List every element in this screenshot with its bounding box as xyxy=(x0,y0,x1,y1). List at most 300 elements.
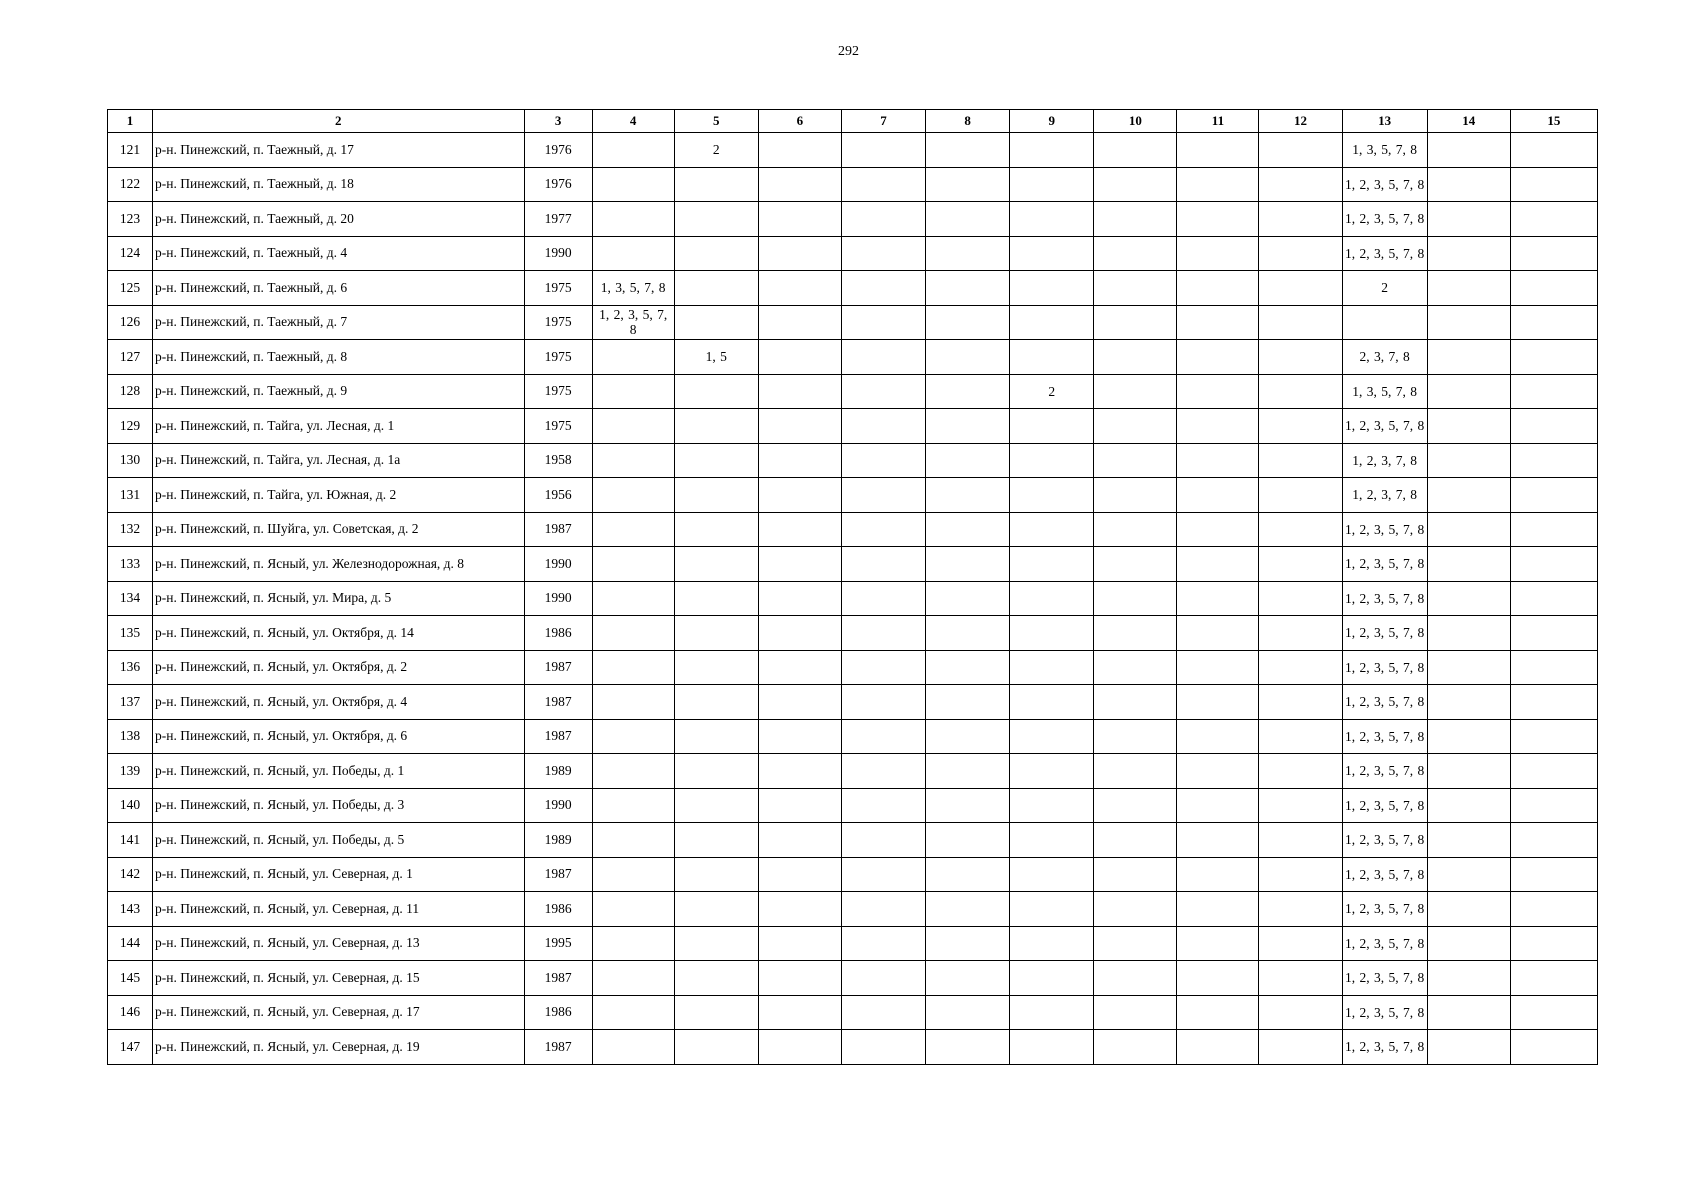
table-cell-col-8 xyxy=(926,650,1010,685)
table-cell-col-5: 1, 5 xyxy=(674,340,758,375)
table-cell-col-7 xyxy=(841,719,925,754)
table-cell-col-13 xyxy=(1342,305,1427,340)
table-cell-col-4: 1, 2, 3, 5, 7, 8 xyxy=(592,305,674,340)
table-cell-col-1: 137 xyxy=(108,685,153,720)
table-cell-col-10 xyxy=(1094,788,1177,823)
table-cell-col-7 xyxy=(841,167,925,202)
column-header-5: 5 xyxy=(674,110,758,133)
table-cell-col-5 xyxy=(674,926,758,961)
table-cell-col-4 xyxy=(592,167,674,202)
table-cell-col-3: 1987 xyxy=(524,961,592,996)
table-cell-col-3: 1975 xyxy=(524,409,592,444)
table-cell-col-7 xyxy=(841,650,925,685)
table-cell-col-2: р-н. Пинежский, п. Шуйга, ул. Советская, д. 2 xyxy=(153,512,524,547)
column-header-8: 8 xyxy=(926,110,1010,133)
table-cell-col-3: 1956 xyxy=(524,478,592,513)
table-cell-col-7 xyxy=(841,547,925,582)
table-cell-col-15 xyxy=(1510,650,1597,685)
table-cell-col-1: 144 xyxy=(108,926,153,961)
table-cell-col-6 xyxy=(758,995,841,1030)
table-cell-col-5 xyxy=(674,823,758,858)
table-cell-col-1: 131 xyxy=(108,478,153,513)
table-cell-col-13: 1, 2, 3, 5, 7, 8 xyxy=(1342,512,1427,547)
table-cell-col-8 xyxy=(926,202,1010,237)
table-cell-col-15 xyxy=(1510,167,1597,202)
table-cell-col-11 xyxy=(1177,650,1259,685)
table-cell-col-13: 1, 2, 3, 5, 7, 8 xyxy=(1342,995,1427,1030)
table-row xyxy=(108,409,1598,444)
table-cell-col-11 xyxy=(1177,443,1259,478)
table-cell-col-9 xyxy=(1010,685,1094,720)
table-cell-col-12 xyxy=(1259,512,1342,547)
table-cell-col-3: 1990 xyxy=(524,788,592,823)
table-row xyxy=(108,236,1598,271)
table-cell-col-11 xyxy=(1177,1030,1259,1065)
table-cell-col-12 xyxy=(1259,685,1342,720)
table-cell-col-15 xyxy=(1510,685,1597,720)
table-row xyxy=(108,892,1598,927)
table-cell-col-6 xyxy=(758,547,841,582)
column-header-11: 11 xyxy=(1177,110,1259,133)
table-cell-col-14 xyxy=(1427,271,1510,306)
table-cell-col-10 xyxy=(1094,823,1177,858)
table-row xyxy=(108,443,1598,478)
table-cell-col-3: 1986 xyxy=(524,892,592,927)
column-header-3: 3 xyxy=(524,110,592,133)
table-header xyxy=(108,110,1598,133)
table-cell-col-7 xyxy=(841,236,925,271)
table-cell-col-11 xyxy=(1177,892,1259,927)
table-cell-col-5: 2 xyxy=(674,133,758,168)
table-cell-col-7 xyxy=(841,685,925,720)
table-cell-col-4 xyxy=(592,478,674,513)
table-cell-col-4 xyxy=(592,616,674,651)
table-cell-col-1: 140 xyxy=(108,788,153,823)
table-cell-col-9 xyxy=(1010,305,1094,340)
table-cell-col-8 xyxy=(926,271,1010,306)
table-cell-col-15 xyxy=(1510,478,1597,513)
table-cell-col-10 xyxy=(1094,581,1177,616)
table-cell-col-6 xyxy=(758,685,841,720)
table-row xyxy=(108,133,1598,168)
table-cell-col-15 xyxy=(1510,236,1597,271)
table-cell-col-13: 1, 2, 3, 5, 7, 8 xyxy=(1342,236,1427,271)
table-cell-col-13: 1, 2, 3, 5, 7, 8 xyxy=(1342,650,1427,685)
table-cell-col-9 xyxy=(1010,823,1094,858)
table-cell-col-11 xyxy=(1177,788,1259,823)
table-cell-col-4 xyxy=(592,892,674,927)
table-cell-col-7 xyxy=(841,892,925,927)
table-cell-col-2: р-н. Пинежский, п. Таежный, д. 17 xyxy=(153,133,524,168)
table-cell-col-6 xyxy=(758,719,841,754)
table-cell-col-1: 121 xyxy=(108,133,153,168)
table-cell-col-7 xyxy=(841,857,925,892)
column-header-14: 14 xyxy=(1427,110,1510,133)
table-cell-col-13: 1, 3, 5, 7, 8 xyxy=(1342,133,1427,168)
table-cell-col-4 xyxy=(592,581,674,616)
table-cell-col-14 xyxy=(1427,961,1510,996)
table-cell-col-2: р-н. Пинежский, п. Ясный, ул. Железнодорожная, д. 8 xyxy=(153,547,524,582)
table-cell-col-3: 1990 xyxy=(524,236,592,271)
table-cell-col-10 xyxy=(1094,512,1177,547)
table-body xyxy=(108,133,1598,1065)
table-cell-col-5 xyxy=(674,305,758,340)
table-row xyxy=(108,581,1598,616)
table-cell-col-6 xyxy=(758,271,841,306)
table-cell-col-1: 123 xyxy=(108,202,153,237)
page-number: 292 xyxy=(838,44,859,59)
table-cell-col-2: р-н. Пинежский, п. Ясный, ул. Северная, д. 11 xyxy=(153,892,524,927)
table-cell-col-12 xyxy=(1259,823,1342,858)
table-cell-col-12 xyxy=(1259,1030,1342,1065)
table-cell-col-1: 124 xyxy=(108,236,153,271)
table-cell-col-7 xyxy=(841,409,925,444)
table-cell-col-2: р-н. Пинежский, п. Тайга, ул. Южная, д. 2 xyxy=(153,478,524,513)
table-cell-col-13: 1, 2, 3, 5, 7, 8 xyxy=(1342,823,1427,858)
table-cell-col-14 xyxy=(1427,788,1510,823)
table-cell-col-13: 1, 2, 3, 5, 7, 8 xyxy=(1342,409,1427,444)
table-cell-col-11 xyxy=(1177,133,1259,168)
table-cell-col-4 xyxy=(592,650,674,685)
column-header-10: 10 xyxy=(1094,110,1177,133)
table-cell-col-15 xyxy=(1510,374,1597,409)
table-cell-col-14 xyxy=(1427,409,1510,444)
table-cell-col-12 xyxy=(1259,926,1342,961)
table-cell-col-2: р-н. Пинежский, п. Ясный, ул. Октября, д. 2 xyxy=(153,650,524,685)
table-cell-col-10 xyxy=(1094,167,1177,202)
table-cell-col-1: 147 xyxy=(108,1030,153,1065)
table-cell-col-14 xyxy=(1427,823,1510,858)
table-cell-col-8 xyxy=(926,443,1010,478)
column-header-7: 7 xyxy=(841,110,925,133)
table-cell-col-11 xyxy=(1177,581,1259,616)
table-cell-col-12 xyxy=(1259,892,1342,927)
table-cell-col-1: 128 xyxy=(108,374,153,409)
table-cell-col-2: р-н. Пинежский, п. Таежный, д. 7 xyxy=(153,305,524,340)
table-cell-col-10 xyxy=(1094,719,1177,754)
table-cell-col-11 xyxy=(1177,961,1259,996)
table-cell-col-14 xyxy=(1427,478,1510,513)
table-cell-col-14 xyxy=(1427,857,1510,892)
table-cell-col-15 xyxy=(1510,961,1597,996)
table-cell-col-7 xyxy=(841,823,925,858)
column-header-13: 13 xyxy=(1342,110,1427,133)
table-cell-col-8 xyxy=(926,133,1010,168)
table-cell-col-4 xyxy=(592,719,674,754)
table-cell-col-7 xyxy=(841,754,925,789)
table-cell-col-12 xyxy=(1259,202,1342,237)
table-cell-col-6 xyxy=(758,616,841,651)
table-row xyxy=(108,685,1598,720)
table-cell-col-14 xyxy=(1427,374,1510,409)
table-row xyxy=(108,616,1598,651)
table-cell-col-12 xyxy=(1259,754,1342,789)
table-cell-col-10 xyxy=(1094,271,1177,306)
table-cell-col-4 xyxy=(592,512,674,547)
table-cell-col-2: р-н. Пинежский, п. Таежный, д. 20 xyxy=(153,202,524,237)
table-cell-col-9 xyxy=(1010,133,1094,168)
table-cell-col-10 xyxy=(1094,754,1177,789)
table-cell-col-12 xyxy=(1259,547,1342,582)
table-cell-col-1: 134 xyxy=(108,581,153,616)
table-cell-col-10 xyxy=(1094,236,1177,271)
table-cell-col-6 xyxy=(758,754,841,789)
table-cell-col-12 xyxy=(1259,305,1342,340)
table-cell-col-10 xyxy=(1094,926,1177,961)
table-cell-col-5 xyxy=(674,995,758,1030)
table-cell-col-14 xyxy=(1427,754,1510,789)
table-cell-col-4 xyxy=(592,409,674,444)
column-header-6: 6 xyxy=(758,110,841,133)
table-cell-col-2: р-н. Пинежский, п. Ясный, ул. Победы, д. 3 xyxy=(153,788,524,823)
table-row xyxy=(108,926,1598,961)
table-cell-col-9 xyxy=(1010,754,1094,789)
table-cell-col-12 xyxy=(1259,581,1342,616)
table-cell-col-8 xyxy=(926,995,1010,1030)
table-cell-col-6 xyxy=(758,892,841,927)
table-cell-col-13: 1, 2, 3, 5, 7, 8 xyxy=(1342,202,1427,237)
table-cell-col-3: 1958 xyxy=(524,443,592,478)
table-cell-col-15 xyxy=(1510,271,1597,306)
table-cell-col-8 xyxy=(926,167,1010,202)
table-cell-col-2: р-н. Пинежский, п. Таежный, д. 6 xyxy=(153,271,524,306)
table-cell-col-3: 1986 xyxy=(524,995,592,1030)
table-cell-col-8 xyxy=(926,305,1010,340)
table-cell-col-2: р-н. Пинежский, п. Ясный, ул. Северная, д. 17 xyxy=(153,995,524,1030)
table-cell-col-10 xyxy=(1094,616,1177,651)
table-cell-col-8 xyxy=(926,823,1010,858)
table-cell-col-1: 139 xyxy=(108,754,153,789)
table-cell-col-13: 1, 2, 3, 5, 7, 8 xyxy=(1342,167,1427,202)
table-cell-col-12 xyxy=(1259,995,1342,1030)
table-row xyxy=(108,995,1598,1030)
table-cell-col-15 xyxy=(1510,926,1597,961)
table-cell-col-2: р-н. Пинежский, п. Тайга, ул. Лесная, д. 1 xyxy=(153,409,524,444)
table-cell-col-15 xyxy=(1510,581,1597,616)
table-cell-col-14 xyxy=(1427,547,1510,582)
table-cell-col-12 xyxy=(1259,961,1342,996)
table-cell-col-4 xyxy=(592,926,674,961)
table-cell-col-3: 1987 xyxy=(524,857,592,892)
table-cell-col-7 xyxy=(841,961,925,996)
table-cell-col-9 xyxy=(1010,995,1094,1030)
table-cell-col-14 xyxy=(1427,236,1510,271)
table-cell-col-10 xyxy=(1094,340,1177,375)
table-cell-col-9 xyxy=(1010,271,1094,306)
table-cell-col-7 xyxy=(841,443,925,478)
table-cell-col-6 xyxy=(758,236,841,271)
table-cell-col-15 xyxy=(1510,788,1597,823)
table-cell-col-10 xyxy=(1094,409,1177,444)
table-cell-col-14 xyxy=(1427,926,1510,961)
table-cell-col-6 xyxy=(758,409,841,444)
table-cell-col-6 xyxy=(758,443,841,478)
table-cell-col-9 xyxy=(1010,478,1094,513)
table-cell-col-8 xyxy=(926,478,1010,513)
table-cell-col-5 xyxy=(674,892,758,927)
table-cell-col-9: 2 xyxy=(1010,374,1094,409)
table-cell-col-14 xyxy=(1427,340,1510,375)
table-cell-col-6 xyxy=(758,823,841,858)
table-cell-col-12 xyxy=(1259,478,1342,513)
table-cell-col-1: 143 xyxy=(108,892,153,927)
table-cell-col-3: 1987 xyxy=(524,719,592,754)
table-cell-col-1: 132 xyxy=(108,512,153,547)
table-cell-col-12 xyxy=(1259,340,1342,375)
table-cell-col-15 xyxy=(1510,202,1597,237)
table-cell-col-12 xyxy=(1259,374,1342,409)
table-cell-col-14 xyxy=(1427,650,1510,685)
table-cell-col-9 xyxy=(1010,961,1094,996)
table-cell-col-11 xyxy=(1177,995,1259,1030)
table-cell-col-3: 1975 xyxy=(524,374,592,409)
table-cell-col-11 xyxy=(1177,374,1259,409)
table-cell-col-12 xyxy=(1259,133,1342,168)
table-cell-col-5 xyxy=(674,581,758,616)
table-cell-col-15 xyxy=(1510,995,1597,1030)
table-cell-col-13: 1, 2, 3, 5, 7, 8 xyxy=(1342,926,1427,961)
table-cell-col-3: 1976 xyxy=(524,167,592,202)
table-cell-col-12 xyxy=(1259,857,1342,892)
table-cell-col-12 xyxy=(1259,271,1342,306)
table-cell-col-13: 1, 2, 3, 5, 7, 8 xyxy=(1342,685,1427,720)
table-cell-col-4 xyxy=(592,961,674,996)
table-cell-col-4 xyxy=(592,547,674,582)
table-cell-col-11 xyxy=(1177,512,1259,547)
table-cell-col-4 xyxy=(592,685,674,720)
table-cell-col-5 xyxy=(674,547,758,582)
table-cell-col-2: р-н. Пинежский, п. Таежный, д. 18 xyxy=(153,167,524,202)
table-cell-col-2: р-н. Пинежский, п. Ясный, ул. Северная, д. 13 xyxy=(153,926,524,961)
table-cell-col-5 xyxy=(674,409,758,444)
table-cell-col-6 xyxy=(758,202,841,237)
table-cell-col-14 xyxy=(1427,443,1510,478)
table-cell-col-4 xyxy=(592,133,674,168)
table-cell-col-9 xyxy=(1010,857,1094,892)
table-cell-col-3: 1987 xyxy=(524,1030,592,1065)
table-row xyxy=(108,202,1598,237)
table-cell-col-5 xyxy=(674,650,758,685)
table-cell-col-6 xyxy=(758,478,841,513)
table-cell-col-14 xyxy=(1427,892,1510,927)
table-cell-col-3: 1989 xyxy=(524,823,592,858)
table-cell-col-9 xyxy=(1010,340,1094,375)
table-cell-col-8 xyxy=(926,719,1010,754)
table-cell-col-9 xyxy=(1010,236,1094,271)
table-cell-col-4 xyxy=(592,788,674,823)
table-cell-col-13: 1, 2, 3, 7, 8 xyxy=(1342,478,1427,513)
table-cell-col-3: 1976 xyxy=(524,133,592,168)
table-cell-col-2: р-н. Пинежский, п. Ясный, ул. Северная, д. 19 xyxy=(153,1030,524,1065)
table-cell-col-15 xyxy=(1510,1030,1597,1065)
register-table xyxy=(107,109,1598,1065)
table-cell-col-14 xyxy=(1427,305,1510,340)
table-cell-col-6 xyxy=(758,1030,841,1065)
table-cell-col-5 xyxy=(674,616,758,651)
table-cell-col-3: 1995 xyxy=(524,926,592,961)
table-row xyxy=(108,754,1598,789)
table-cell-col-13: 1, 2, 3, 5, 7, 8 xyxy=(1342,754,1427,789)
table-cell-col-14 xyxy=(1427,512,1510,547)
column-header-2: 2 xyxy=(153,110,524,133)
table-cell-col-7 xyxy=(841,926,925,961)
table-cell-col-3: 1990 xyxy=(524,581,592,616)
table-cell-col-5 xyxy=(674,202,758,237)
table-cell-col-8 xyxy=(926,374,1010,409)
table-cell-col-10 xyxy=(1094,374,1177,409)
table-cell-col-14 xyxy=(1427,685,1510,720)
table-cell-col-10 xyxy=(1094,547,1177,582)
table-cell-col-15 xyxy=(1510,305,1597,340)
table-cell-col-9 xyxy=(1010,512,1094,547)
table-cell-col-9 xyxy=(1010,167,1094,202)
table-cell-col-11 xyxy=(1177,719,1259,754)
table-cell-col-6 xyxy=(758,926,841,961)
table-cell-col-3: 1987 xyxy=(524,650,592,685)
table-cell-col-6 xyxy=(758,650,841,685)
table-row xyxy=(108,719,1598,754)
table-cell-col-7 xyxy=(841,512,925,547)
table-cell-col-5 xyxy=(674,478,758,513)
table-cell-col-6 xyxy=(758,133,841,168)
table-cell-col-2: р-н. Пинежский, п. Таежный, д. 9 xyxy=(153,374,524,409)
table-cell-col-14 xyxy=(1427,616,1510,651)
table-cell-col-13: 2, 3, 7, 8 xyxy=(1342,340,1427,375)
table-cell-col-1: 138 xyxy=(108,719,153,754)
table-cell-col-8 xyxy=(926,236,1010,271)
table-cell-col-5 xyxy=(674,788,758,823)
table-cell-col-2: р-н. Пинежский, п. Ясный, ул. Октября, д. 4 xyxy=(153,685,524,720)
table-cell-col-10 xyxy=(1094,995,1177,1030)
column-header-9: 9 xyxy=(1010,110,1094,133)
table-cell-col-9 xyxy=(1010,892,1094,927)
table-cell-col-5 xyxy=(674,857,758,892)
table-cell-col-9 xyxy=(1010,547,1094,582)
table-cell-col-14 xyxy=(1427,202,1510,237)
table-cell-col-9 xyxy=(1010,409,1094,444)
table-cell-col-9 xyxy=(1010,1030,1094,1065)
table-cell-col-15 xyxy=(1510,443,1597,478)
table-cell-col-10 xyxy=(1094,961,1177,996)
table-cell-col-9 xyxy=(1010,788,1094,823)
table-cell-col-1: 142 xyxy=(108,857,153,892)
table-cell-col-3: 1975 xyxy=(524,271,592,306)
table-cell-col-15 xyxy=(1510,340,1597,375)
table-cell-col-10 xyxy=(1094,892,1177,927)
table-cell-col-1: 126 xyxy=(108,305,153,340)
table-cell-col-5 xyxy=(674,1030,758,1065)
table-cell-col-14 xyxy=(1427,581,1510,616)
table-cell-col-11 xyxy=(1177,202,1259,237)
table-cell-col-8 xyxy=(926,409,1010,444)
table-cell-col-7 xyxy=(841,271,925,306)
table-cell-col-13: 1, 2, 3, 7, 8 xyxy=(1342,443,1427,478)
table-cell-col-13: 1, 2, 3, 5, 7, 8 xyxy=(1342,961,1427,996)
table-cell-col-10 xyxy=(1094,650,1177,685)
table-cell-col-11 xyxy=(1177,236,1259,271)
table-cell-col-3: 1987 xyxy=(524,685,592,720)
table-cell-col-6 xyxy=(758,788,841,823)
table-cell-col-10 xyxy=(1094,202,1177,237)
table-cell-col-2: р-н. Пинежский, п. Таежный, д. 4 xyxy=(153,236,524,271)
table-cell-col-1: 145 xyxy=(108,961,153,996)
table-cell-col-1: 122 xyxy=(108,167,153,202)
table-cell-col-2: р-н. Пинежский, п. Ясный, ул. Победы, д. 5 xyxy=(153,823,524,858)
column-header-15: 15 xyxy=(1510,110,1597,133)
table-cell-col-9 xyxy=(1010,202,1094,237)
table-cell-col-12 xyxy=(1259,409,1342,444)
table-row xyxy=(108,478,1598,513)
